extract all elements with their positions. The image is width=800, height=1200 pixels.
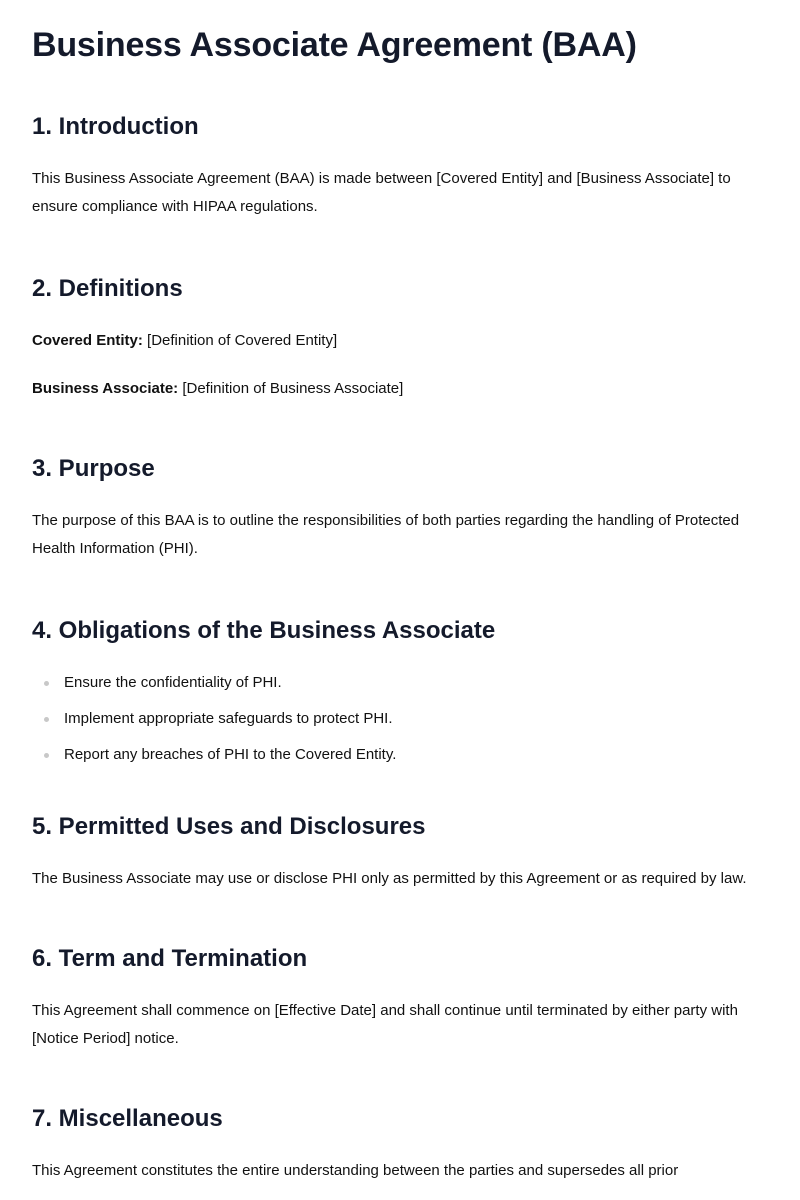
section-definitions [32,273,768,403]
list-item [32,741,768,769]
list-item [32,669,768,697]
introduction-text: This Business Associate Agreement (BAA) is made between [Covered Entity] and [Business Associate] to ensure compliance with HIPAA regulations. [32,170,731,215]
purpose-text: The purpose of this BAA is to outline the responsibilities of both parties regarding the handling of Protected Health Information (PHI). [32,512,740,557]
list-item-text: Implement appropriate safeguards to protect PHI. [64,710,393,727]
permitted-uses-text: The Business Associate may use or disclose PHI only as permitted by this Agreement or as required by law. [32,870,747,887]
bullet-icon [44,681,49,686]
definition-value: [Definition of Covered Entity] [147,332,338,349]
section-heading-miscellaneous: 7. Miscellaneous [32,1105,223,1132]
list-item-text: Report any breaches of PHI to the Covered Entity. [64,746,397,763]
definition-term: Covered Entity: [32,332,143,349]
term-termination-text: This Agreement shall commence on [Effective Date] and shall continue until terminated by either party with [Notice Period] notice. [32,1002,738,1047]
miscellaneous-text: This Agreement constitutes the entire understanding between the parties and supersedes all prior [32,1162,679,1179]
section-term-termination [32,943,768,1053]
bullet-icon [44,753,49,758]
section-purpose [32,453,768,563]
section-heading-definitions: 2. Definitions [32,275,183,302]
definition-covered-entity [32,327,768,355]
section-heading-obligations: 4. Obligations of the Business Associate [32,617,496,644]
section-heading-term-termination: 6. Term and Termination [32,945,308,972]
list-item-text: Ensure the confidentiality of PHI. [64,674,282,691]
definition-value: [Definition of Business Associate] [182,380,404,397]
section-permitted-uses [32,811,768,893]
definition-business-associate [32,375,768,403]
list-item [32,705,768,733]
section-heading-introduction: 1. Introduction [32,113,199,140]
bullet-icon [44,717,49,722]
section-heading-purpose: 3. Purpose [32,455,155,482]
section-heading-permitted-uses: 5. Permitted Uses and Disclosures [32,813,426,840]
obligations-list [32,669,768,769]
document-title: Business Associate Agreement (BAA) [32,26,637,64]
section-miscellaneous [32,1103,768,1185]
definition-term: Business Associate: [32,380,179,397]
section-obligations [32,615,768,769]
section-introduction [32,111,768,221]
